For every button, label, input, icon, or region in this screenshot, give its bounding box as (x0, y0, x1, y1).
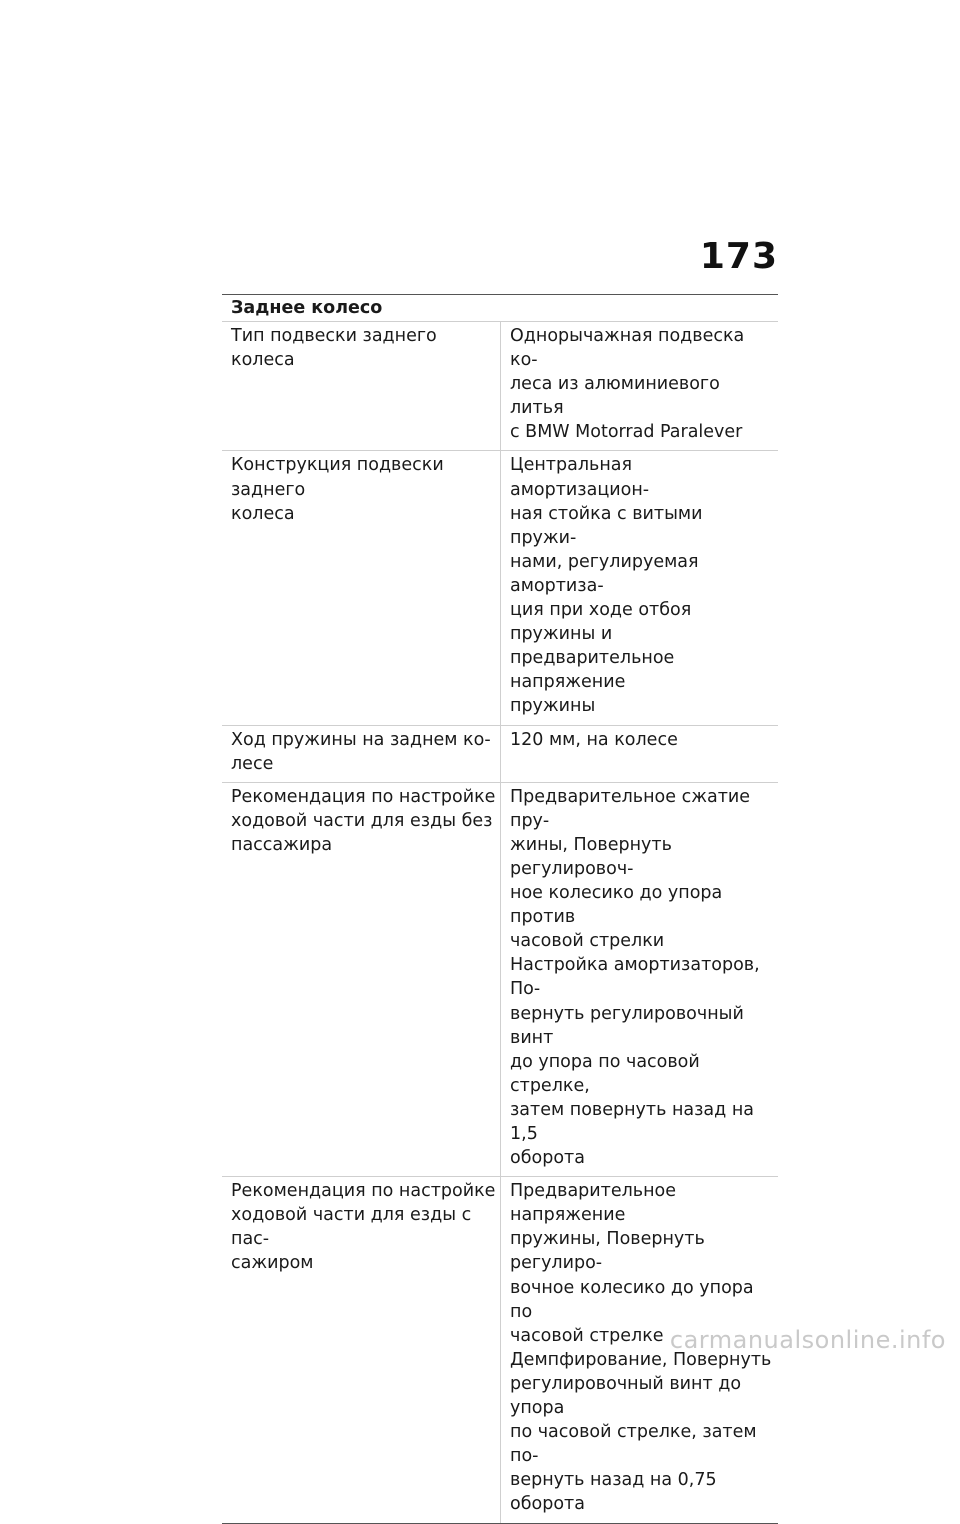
page-number: 173 (699, 236, 778, 277)
spec-label: Конструкция подвески заднего колеса (231, 455, 444, 524)
spec-label: Тип подвески заднего колеса (231, 326, 437, 371)
spec-value: Центральная амортизацион- ная стойка с витыми пружи- нами, регулируемая амортиза- ция при ходе отбоя пружины и предварительное напряжение пружины (500, 451, 778, 724)
spec-value: 120 мм, на колесе (500, 726, 778, 782)
section-title: Заднее колесо (222, 295, 778, 322)
spec-value: Предварительное напряжение пружины, Повернуть регулиро- вочное колесико до упора по часовой стрелке Демпфирование, Повернуть регулировочный винт до упора по часовой стрелке, затем по- вернуть назад на 0,75 оборота (500, 1177, 778, 1522)
spec-row (222, 783, 778, 1178)
spec-value: Однорычажная подвеска ко- леса из алюминиевого литья с BMW Motorrad Paralever (500, 322, 778, 450)
spec-label: Рекомендация по настройке ходовой части для езды без пассажира (231, 786, 496, 855)
spec-label: Рекомендация по настройке ходовой части для езды с пас- сажиром (231, 1181, 496, 1274)
watermark: carmanualsonline.info (669, 1326, 946, 1354)
spec-row (222, 726, 778, 783)
spec-value: Предварительное сжатие пру- жины, Повернуть регулировоч- ное колесико до упора против часовой стрелки Настройка амортизаторов, По- вернуть регулировочный винт до упора по часовой стрелке, затем повернуть назад на 1,5 оборота (500, 783, 778, 1177)
spec-row (222, 322, 778, 451)
spec-label: Ход пружины на заднем ко- лесе (231, 729, 491, 774)
spec-row (222, 451, 778, 725)
